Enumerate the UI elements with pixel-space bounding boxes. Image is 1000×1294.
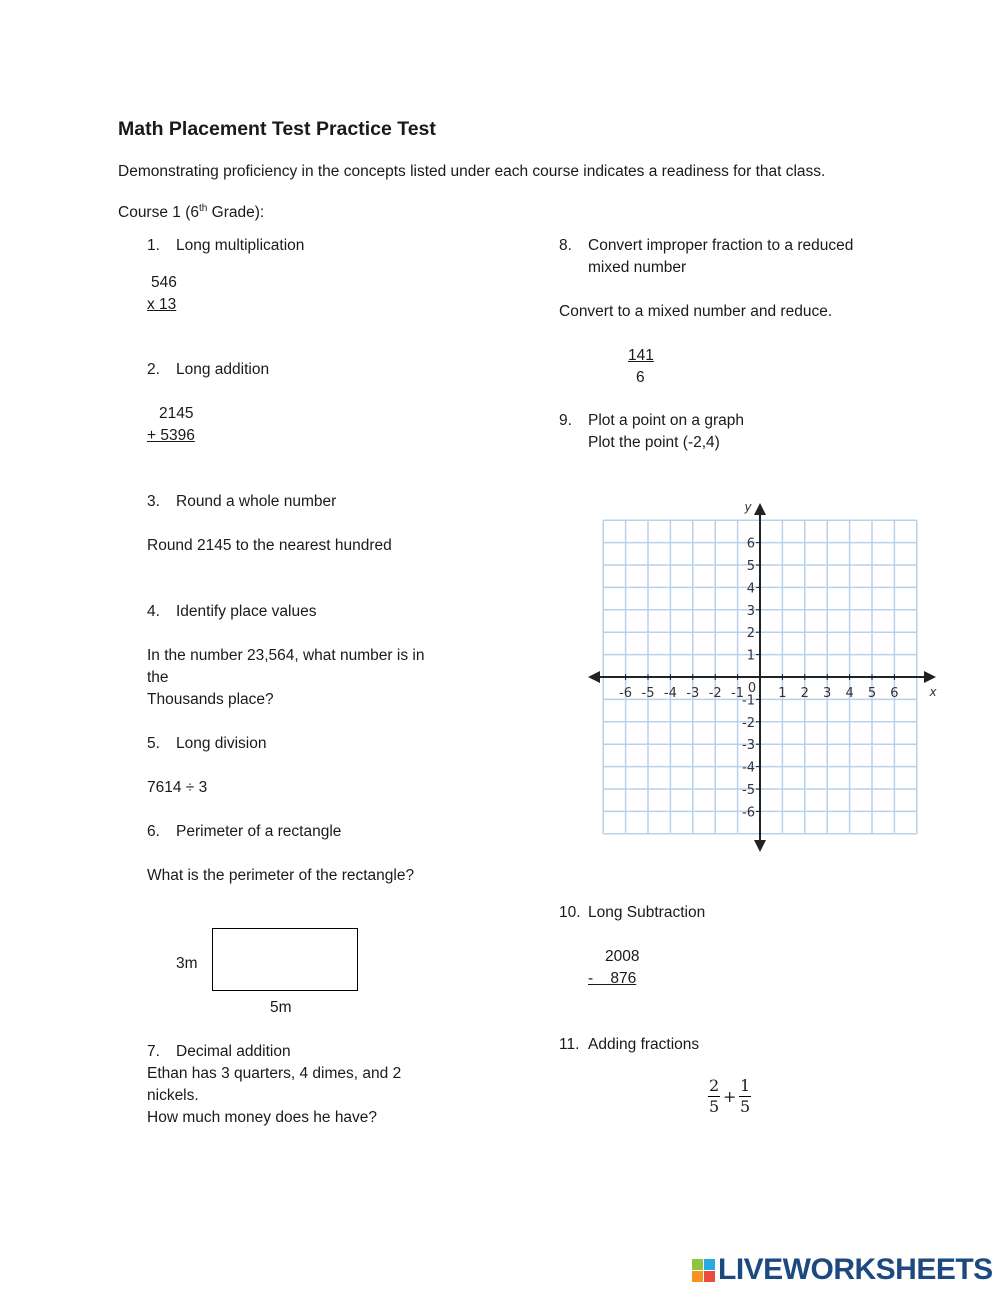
q8-numerator: 141: [628, 347, 654, 364]
y-tick-label: 1: [746, 648, 755, 664]
q2-line1: 2145: [159, 405, 194, 422]
y-tick-label: 3: [746, 603, 755, 619]
q8-heading: 8. Convert improper fraction to a reduced: [559, 237, 854, 254]
course-heading: Course 1 (6th Grade):: [118, 203, 265, 222]
x-tick-label: -5: [641, 686, 655, 701]
q6-text: What is the perimeter of the rectangle?: [147, 867, 415, 884]
q8-text: Convert to a mixed number and reduce.: [559, 303, 833, 320]
rectangle-height-label: 3m: [176, 955, 198, 972]
x-tick-label: 2: [800, 686, 809, 701]
q4-line2: the: [147, 669, 169, 686]
plus-sign: +: [723, 1087, 737, 1106]
q4-line1: In the number 23,564, what number is in: [147, 647, 425, 664]
q1-line1: 546: [151, 274, 177, 291]
q7-line2: nickels.: [147, 1087, 199, 1104]
origin-label: 0: [747, 681, 757, 696]
q4-heading: 4. Identify place values: [147, 603, 317, 620]
q7-line3: How much money does he have?: [147, 1109, 378, 1126]
x-tick-label: 6: [890, 686, 899, 701]
q9-text: Plot the point (-2,4): [588, 434, 720, 451]
y-tick-label: 5: [746, 559, 755, 574]
page-title: Math Placement Test Practice Test: [118, 118, 436, 140]
logo-mark-icon: [692, 1259, 715, 1282]
x-tick-label: -2: [708, 686, 722, 701]
q5-text: 7614 ÷ 3: [147, 779, 208, 796]
x-axis-label: x: [929, 685, 937, 699]
q8-heading-line2: mixed number: [588, 259, 687, 276]
q1-line2: x 13: [147, 296, 177, 313]
y-tick-label: 4: [746, 581, 755, 597]
liveworksheets-logo: LIVEWORKSHEETS: [692, 1256, 993, 1284]
y-tick-label: -1: [742, 693, 755, 709]
q7-line1: Ethan has 3 quarters, 4 dimes, and 2: [147, 1065, 402, 1082]
q5-heading: 5. Long division: [147, 735, 267, 752]
x-tick-label: -3: [686, 686, 700, 701]
x-tick-label: 3: [823, 686, 832, 701]
x-tick-label: 5: [867, 686, 877, 701]
q2-heading: 2. Long addition: [147, 361, 270, 378]
intro-text: Demonstrating proficiency in the concepts listed under each course indicates a readiness for that class.: [118, 163, 826, 180]
q8-denominator: 6: [636, 369, 645, 386]
x-tick-label: -1: [731, 686, 745, 701]
x-tick-label: -6: [619, 686, 633, 701]
y-tick-label: -5: [742, 783, 755, 798]
y-tick-label: 6: [746, 536, 755, 552]
y-axis-up-arrow-icon: [754, 503, 766, 515]
q11-heading: 11. Adding fractions: [559, 1036, 700, 1053]
y-axis-label: y: [744, 500, 752, 514]
x-axis-right-arrow-icon: [924, 671, 936, 683]
x-tick-label: 1: [778, 686, 787, 701]
y-tick-label: -6: [742, 805, 755, 821]
q10-heading: 10. Long Subtraction: [559, 904, 706, 921]
y-axis-down-arrow-icon: [754, 840, 766, 852]
q4-line3: Thousands place?: [147, 691, 274, 708]
q2-line2: + 5396: [147, 427, 195, 444]
fraction-a: $\frac{2}{5}$: [709, 1076, 720, 1116]
y-tick-label: -2: [742, 715, 755, 731]
q9-heading: 9. Plot a point on a graph: [559, 412, 744, 429]
q10-line2: - 876: [588, 970, 637, 987]
x-tick-label: -4: [663, 686, 677, 701]
q3-text: Round 2145 to the nearest hundred: [147, 537, 392, 554]
q1-heading: 1. Long multiplication: [147, 237, 305, 254]
q7-heading: 7. Decimal addition: [147, 1043, 291, 1060]
q10-line1: 2008: [605, 948, 640, 965]
y-tick-label: -3: [742, 738, 755, 754]
rectangle-width-label: 5m: [270, 999, 292, 1016]
x-tick-label: 4: [845, 686, 854, 701]
q3-heading: 3. Round a whole number: [147, 493, 337, 510]
y-tick-label: -4: [742, 760, 755, 776]
fraction-b: $\frac{1}{5}$: [740, 1076, 751, 1116]
y-tick-label: 2: [746, 626, 755, 642]
q6-heading: 6. Perimeter of a rectangle: [147, 823, 342, 840]
x-axis-left-arrow-icon: [588, 671, 600, 683]
